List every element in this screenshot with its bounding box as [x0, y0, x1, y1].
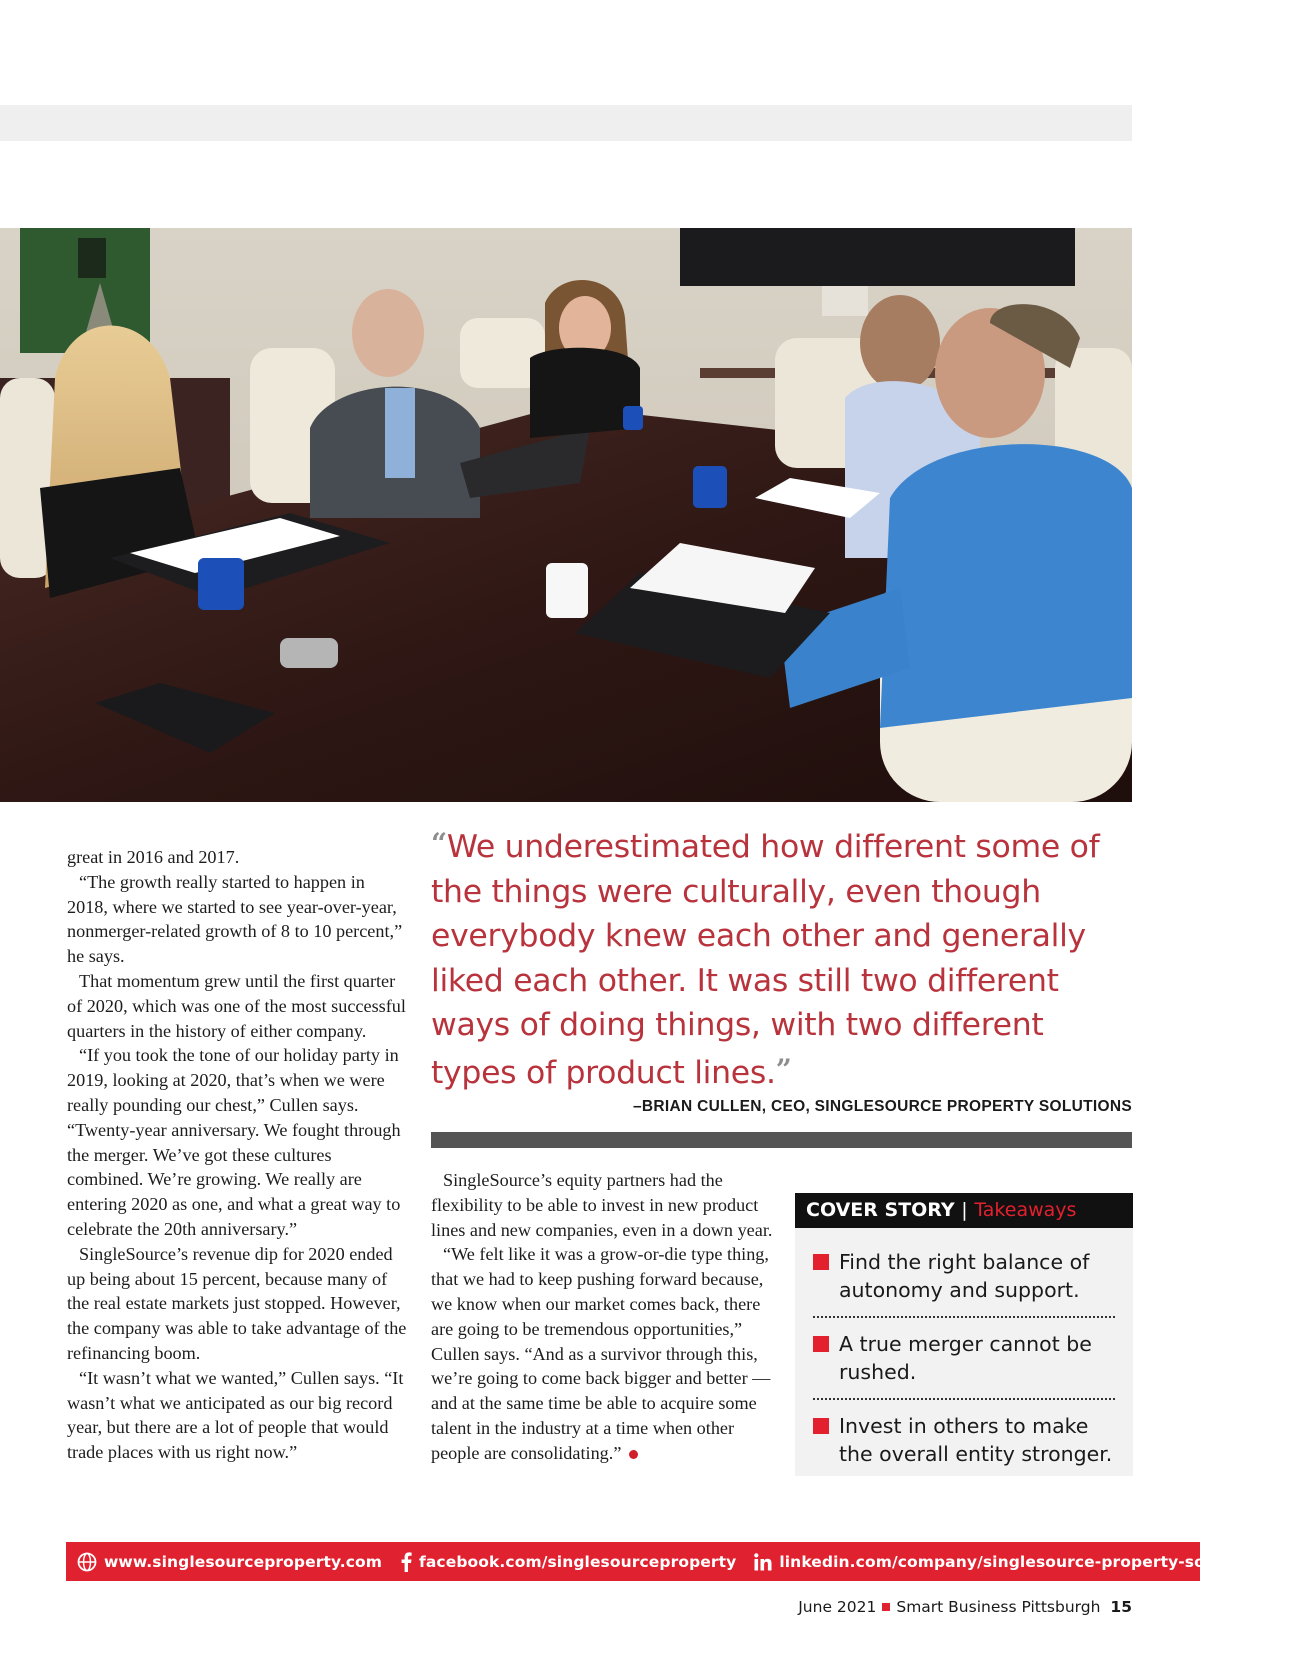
takeaway-text: Find the right balance of autonomy and support. [839, 1250, 1090, 1302]
takeaway-item [813, 1400, 1115, 1480]
facebook-icon [400, 1552, 412, 1572]
website-link[interactable] [77, 1552, 382, 1572]
open-quote-mark: “ [431, 827, 447, 860]
body-paragraph: SingleSource’s revenue dip for 2020 ended up being about 15 percent, because many of the real estate markets just stopped. However, the company was able to take advantage of the refinancing boom. [67, 1243, 407, 1363]
facebook-url: facebook.com/singlesourceproperty [419, 1552, 737, 1571]
linkedin-url: linkedin.com/company/singlesource-property-solutions-llc [779, 1552, 1292, 1571]
takeaways-list [795, 1228, 1133, 1480]
meeting-photo [0, 228, 1132, 802]
square-bullet-icon [813, 1336, 829, 1352]
page-folio [798, 1598, 1132, 1616]
linkedin-link[interactable] [754, 1553, 1292, 1571]
top-gray-band [0, 105, 1132, 141]
facebook-link[interactable] [400, 1552, 736, 1572]
pull-quote-text: We underestimated how different some of the things were culturally, even though everybody knew each other and generally liked each other. It was still two different ways of doing things, with two different types of product lines. [431, 829, 1100, 1091]
takeaways-header [795, 1193, 1133, 1228]
takeaway-text: Invest in others to make the overall entity stronger. [839, 1414, 1113, 1466]
body-paragraph-text: “We felt like it was a grow-or-die type thing, that we had to keep pushing forward because, we know when our market comes back, there are going to be tremendous opportunities,” Cullen says. “And as a survivor through this, we’re going to come back bigger and better — and at the same time be able to acquire some talent in the industry at a time when other people are consolidating.” [431, 1244, 771, 1463]
folio-square-icon [882, 1603, 890, 1611]
takeaway-text: A true merger cannot be rushed. [839, 1332, 1092, 1384]
globe-icon [77, 1552, 97, 1572]
takeaway-item [813, 1318, 1115, 1400]
close-quote-mark: ” [775, 1052, 792, 1086]
takeaways-separator: | [961, 1199, 968, 1221]
takeaways-title: Takeaways [974, 1199, 1077, 1221]
quote-divider [431, 1132, 1132, 1148]
body-paragraph: “The growth really started to happen in 2018, where we started to see year-over-year, nonmerger-related growth of 8 to 10 percent,” he says. [67, 871, 403, 967]
pull-quote [431, 822, 1131, 1095]
square-bullet-icon [813, 1254, 829, 1270]
article-middle-column [431, 1168, 776, 1466]
contact-bar [66, 1542, 1292, 1581]
body-paragraph: “If you took the tone of our holiday party in 2019, looking at 2020, that’s when we were really pounding our chest,” Cullen says. “Twenty-year anniversary. We fought through the merger. We’ve got these cultures combined. We’re growing. We really are entering 2020 as one, and what a great way to celebrate the 20th anniversary.” [67, 1045, 401, 1239]
issue-date: June 2021 [798, 1598, 877, 1616]
square-bullet-icon [813, 1418, 829, 1434]
website-url: www.singlesourceproperty.com [104, 1552, 383, 1571]
takeaways-label: COVER STORY [806, 1199, 955, 1221]
takeaway-item [813, 1236, 1115, 1318]
takeaways-box [795, 1193, 1133, 1476]
body-paragraph: That momentum grew until the first quarter of 2020, which was one of the most successful quarters in the history of either company. [67, 970, 406, 1041]
page-number: 15 [1110, 1598, 1132, 1616]
quote-attribution: –BRIAN CULLEN, CEO, SINGLESOURCE PROPERTY SOLUTIONS [632, 1098, 1132, 1115]
body-paragraph [431, 1242, 776, 1465]
body-paragraph: “It wasn’t what we wanted,” Cullen says. “It wasn’t what we anticipated as our big record year, but there are a lot of people that would trade places with us right now.” [67, 1367, 404, 1463]
body-paragraph: great in 2016 and 2017. [67, 847, 240, 867]
article-left-column [67, 845, 407, 1465]
body-paragraph: SingleSource’s equity partners had the flexibility to be able to invest in new product lines and new companies, even in a down year. [431, 1170, 773, 1240]
end-mark-icon [629, 1450, 638, 1459]
publication-name: Smart Business Pittsburgh [896, 1598, 1101, 1616]
linkedin-icon [754, 1553, 772, 1571]
